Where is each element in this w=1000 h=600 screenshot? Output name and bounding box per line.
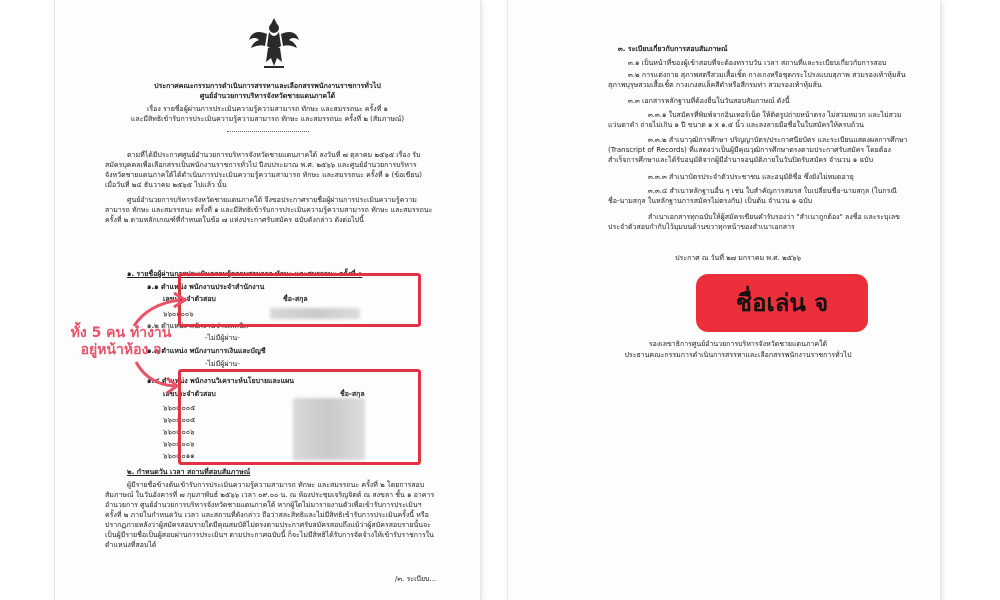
subject-line-1: เรื่อง รายชื่อผู้ผ่านการประเมินความรู้ความสามารถ ทักษะ และสมรรถนะ ครั้งที่ ๑ — [147, 105, 388, 113]
column-header-name: ชื่อ-สกุล — [340, 390, 365, 398]
handwritten-annotation: ทั้ง 5 คน ทำงานอยู่หน้าห้อง จ — [70, 325, 172, 358]
position-1-title: ๑.๑ ตำแหน่ง พนักงานประจำสำนักงาน — [147, 283, 265, 291]
section2-heading: ๒. กำหนดวัน เวลา สถานที่สอบสัมภาษณ์ — [127, 468, 251, 476]
agency-name: ศูนย์อำนวยการบริหารจังหวัดชายแดนภาคใต้ — [199, 92, 336, 100]
exam-id: ๖๖๐๑๐๐๖ — [163, 310, 194, 318]
rule-item: ๓.๓ เอกสารหลักฐานที่ต้องยื่นในวันสอบสัมภาษณ์ ดังนี้ — [628, 97, 790, 105]
rule-item: ๓.๓.๓ สำเนาบัตรประจำตัวประชาชน และอนุมัติชื่อ ซึ่งยังไม่หมดอายุ — [648, 173, 854, 181]
position-3-title: ๑.๓ ตำแหน่ง พนักงานการเงินและบัญชี — [147, 347, 266, 355]
paragraph-announcement: ศูนย์อำนวยการบริหารจังหวัดชายแดนภาคใต้ จึงขอประกาศรายชื่อผู้ผ่านการประเมินความรู้ความสามารถ ทักษะ และสมรรถนะ ครั้งที่ ๑ และมีสิทธิเข้ารับการประเมินความรู้ความสามารถ ทักษะ และสมรรถนะ ครั้งที่ ๒ ตามหลักเกณฑ์ที่กำหนดในข้อ ๗ แห่งประกาศรับสมัคร ฉบับดังกล่าว ดังต่อไปนี้ — [105, 196, 433, 224]
section3-heading: ๓. ระเบียบเกี่ยวกับการสอบสัมภาษณ์ — [618, 45, 728, 53]
section1-heading: ๑. รายชื่อผู้ผ่านการประเมินความรู้ความสามารถ ทักษะ และสมรรถนะ ครั้งที่ ๑ — [127, 270, 363, 278]
exam-id: ๖๖๐๔๐๐๖ — [163, 440, 195, 448]
exam-id: ๖๖๐๔๐๑๑ — [163, 452, 195, 460]
signer-title-line-2: ประธานคณะกรรมการดำเนินการสรรหาและเลือกสรรพนักงานราชการทั่วไป — [624, 351, 852, 359]
rule-item: สำเนาเอกสารทุกฉบับให้ผู้สมัครเขียนคำรับรองว่า "สำเนาถูกต้อง" ลงชื่อ และระบุเลขประจำตัวสอบกำกับไว้มุมบนด้านขวาทุกหน้าของสำเนาเอกสาร — [608, 213, 900, 231]
exam-id: ๖๖๐๔๐๐๕ — [163, 404, 196, 412]
title-divider — [227, 131, 309, 132]
rule-item: ๓.๓.๑ ใบสมัครที่พิมพ์จากอินเทอร์เน็ต ให้ติดรูปถ่ายหน้าตรง ไม่สวมหมวก และไม่สวมแว่นตาดำ ถ่ายไม่เกิน ๑ ปี ขนาด ๑ x ๑.๕ นิ้ว และลงลายมือชื่อในใบสมัครให้ครบถ้วน — [608, 111, 902, 129]
nickname-label-overlay: ชื่อเล่น จ — [696, 274, 868, 332]
document-page-right — [508, 0, 940, 600]
announcement-date: ประกาศ ณ วันที่ ๒๗ มกราคม พ.ศ. ๒๕๖๖ — [675, 254, 801, 262]
rule-item: ๓.๓.๒ สำเนาวุฒิการศึกษา ปริญญาบัตร/ประกาศนียบัตร และระเบียนแสดงผลการศึกษา (Transcript of Records) ที่แสดงว่าเป็นผู้มีคุณวุฒิการศึกษาตรงตามประกาศรับสมัคร โดยต้องสำเร็จการศึกษาและได้รับอนุมัติจากผู้มีอำนาจอนุมัติภายในวันปิดรับสมัคร จำนวน ๑ ฉบับ — [608, 136, 908, 164]
rule-item: ๓.๒ การแต่งกาย สุภาพสตรีสวมเสื้อเชิ้ต กางเกงหรือชุดกระโปรงแบบสุภาพ สวมรองเท้าหุ้มส้น สุภาพบุรุษสวมเสื้อเชิ้ต กางเกงสแล็คสีดำหรือสีกรมท่า สวมรองเท้าหุ้มส้น — [608, 71, 906, 89]
subject-line-2: และมีสิทธิเข้ารับการประเมินความรู้ความสามารถ ทักษะ และสมรรถนะ ครั้งที่ ๒ (สัมภาษณ์) — [130, 115, 405, 123]
position-2-title: ๑.๒ ตำแหน่ง พนักงานช่างเทคนิค — [147, 322, 249, 330]
paragraph-intro: ตามที่ได้มีประกาศศูนย์อำนวยการบริหารจังหวัดชายแดนภาคใต้ ลงวันที่ ๗ ตุลาคม ๒๕๖๕ เรื่อง รับสมัครบุคคลเพื่อเลือกสรรเป็นพนักงานราชการทั่วไป ปีงบประมาณ พ.ศ. ๒๕๖๖ และศูนย์อำนวยการบริหารจังหวัดชายแดนภาคใต้ได้ดำเนินการประเมินความรู้ความสามารถ ทักษะ และสมรรถนะ ครั้งที่ ๑ (ข้อเขียน) เมื่อวันที่ ๒๔ ธันวาคม ๒๕๖๕ ไปแล้ว นั้น — [105, 151, 422, 189]
exam-id: ๖๖๐๔๐๐๕ — [163, 416, 196, 424]
position-4-title: ๑.๔ ตำแหน่ง พนักงานวิเคราะห์นโยบายและแผน — [147, 377, 295, 385]
paragraph-interview-schedule: ผู้มีรายชื่อข้างต้นเข้ารับการประเมินความรู้ความสามารถ ทักษะ และสมรรถนะ ครั้งที่ ๒ โดยการสอบสัมภาษณ์ ในวันอังคารที่ ๗ กุมภาพันธ์ ๒๕๖๖ เวลา ๐๙.๐๐ น. ณ ห้องประชุมเจริญจิตต์ ณ สงขลา ชั้น ๑ อาคารอำนวยการ ศูนย์อำนวยการบริหารจังหวัดชายแดนภาคใต้ หากผู้ใดไม่มารายงานตัวเพื่อเข้ารับการประเมินฯ ครั้งที่ ๒ ภายในกำหนดวัน เวลา และสถานที่ดังกล่าว ถือว่าสละสิทธิและไม่มีสิทธิเข้ารับการประเมินครั้งนี้ หรือปรากฏภายหลังว่าผู้สมัครสอบรายใดมีคุณสมบัติไม่ตรงตามประกาศรับสมัครสอบถึงแม้ว่าผู้สมัครสอบรายนั้นจะเป็นผู้มีรายชื่อเป็นผู้สอบผ่านการประเมินฯ ตามประกาศฉบับนี้ ก็จะไม่มีสิทธิได้รับการจัดจ้างให้เข้ารับราชการในตำแหน่งที่สอบได้ — [105, 481, 435, 549]
position-2-none: -ไม่มีผู้ผ่าน- — [205, 334, 240, 342]
rule-item: ๓.๑ เป็นหน้าที่ของผู้เข้าสอบที่จะต้องทราบวัน เวลา สถานที่และระเบียบเกี่ยวกับการสอบ — [628, 59, 887, 67]
garuda-emblem-icon — [247, 14, 301, 72]
exam-id: ๖๖๐๔๐๐๖ — [163, 428, 195, 436]
position-3-none: -ไม่มีผู้ผ่าน- — [205, 360, 240, 368]
continued-footer: /๓. ระเบียบ... — [395, 575, 437, 583]
arrow-icon — [130, 290, 190, 330]
column-header-id: เลขประจำตัวสอบ — [163, 295, 216, 303]
column-header-id: เลขประจำตัวสอบ — [163, 390, 216, 398]
column-header-name: ชื่อ-สกุล — [283, 295, 308, 303]
signer-title-line-1: รองเลขาธิการศูนย์อำนวยการบริหารจังหวัดชายแดนภาคใต้ — [648, 340, 828, 348]
arrow-icon — [132, 358, 182, 394]
highlight-box-position-1 — [178, 273, 421, 327]
rule-item: ๓.๓.๔ สำเนาหลักฐานอื่น ๆ เช่น ใบสำคัญการสมรส ใบเปลี่ยนชื่อ-นามสกุล (ในกรณีชื่อ-นามสกุล ในหลักฐานการสมัครไม่ตรงกัน) เป็นต้น จำนวน ๑ ฉบับ — [608, 187, 897, 205]
announcement-title: ประกาศคณะกรรมการดำเนินการสรรหาและเลือกสรรพนักงานราชการทั่วไป — [154, 82, 381, 90]
highlight-box-position-4 — [178, 369, 421, 465]
